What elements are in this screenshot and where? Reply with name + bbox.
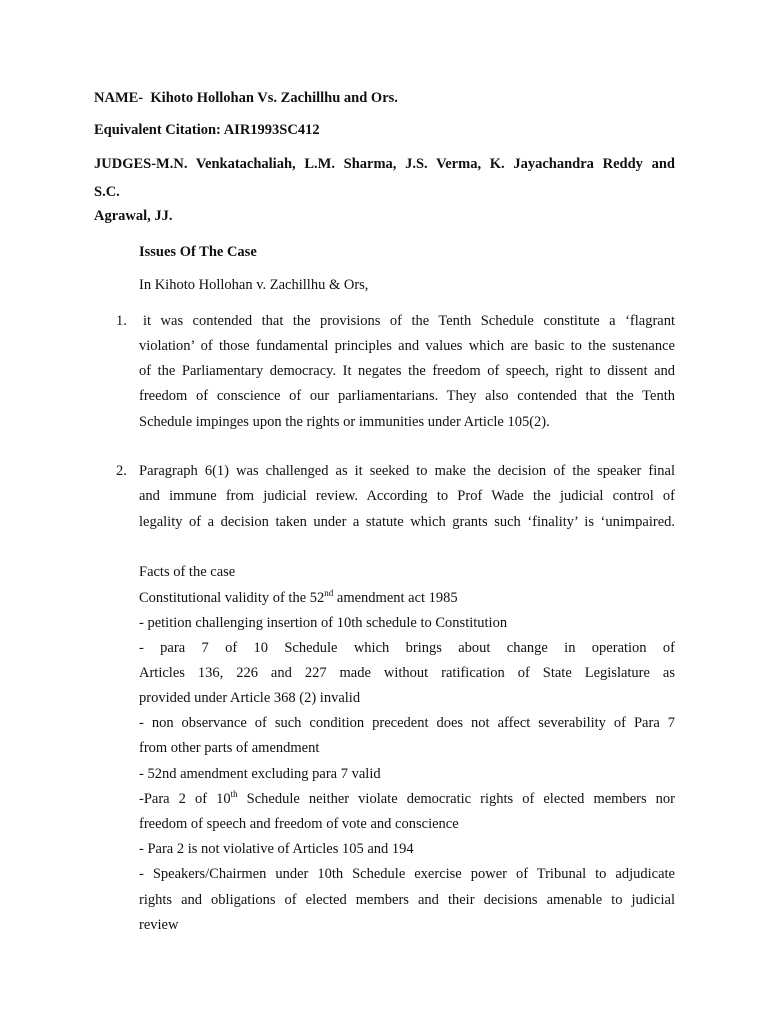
issue-1-line-1: it was contended that the provisions of the Tenth Schedule constitute a ‘flagrant (143, 313, 675, 329)
facts-point-7-line-2: rights and obligations of elected members and their decisions amenable to judicial (139, 892, 675, 908)
facts-validity-post: amendment act 1985 (333, 590, 458, 606)
facts-point-2-line-2: Articles 136, 226 and 227 made without ratification of State Legislature as (139, 665, 675, 681)
name-label: NAME- (94, 90, 144, 106)
facts-point-2-line-1: - para 7 of 10 Schedule which brings about change in operation of (139, 640, 675, 656)
issue-1-line-4: freedom of conscience of our parliamentarians. They also contended that the Tenth (139, 388, 675, 404)
facts-point-7-line-1: - Speakers/Chairmen under 10th Schedule exercise power of Tribunal to adjudicate (139, 866, 675, 882)
issues-heading: Issues Of The Case (139, 244, 257, 260)
facts-point-3-line-2: from other parts of amendment (139, 740, 320, 756)
issue-2-marker: 2. (116, 463, 127, 479)
issue-1-line-3: of the Parliamentary democracy. It negates the freedom of speech, right to dissent and (139, 363, 675, 379)
facts-point-3-line-1: - non observance of such condition precedent does not affect severability of Para 7 (139, 715, 675, 731)
facts-validity (139, 589, 458, 607)
judges-line-1: JUDGES-M.N. Venkatachaliah, L.M. Sharma, J.S. Verma, K. Jayachandra Reddy and (94, 156, 675, 172)
facts-point-6: - Para 2 is not violative of Articles 105 and 194 (139, 841, 414, 857)
case-name: Kihoto Hollohan Vs. Zachillhu and Ors. (150, 90, 398, 106)
facts-point-5-line-2: freedom of speech and freedom of vote and conscience (139, 816, 459, 832)
case-name-line (94, 89, 398, 107)
facts-point-5-line-1 (139, 790, 675, 808)
issue-1-line-5: Schedule impinges upon the rights or immunities under Article 105(2). (139, 414, 550, 430)
judges-line-2: S.C. (94, 184, 120, 200)
issue-2-line-1: Paragraph 6(1) was challenged as it seeked to make the decision of the speaker final (139, 463, 675, 479)
facts-point-5-sup: th (230, 789, 238, 799)
facts-point-4: - 52nd amendment excluding para 7 valid (139, 766, 381, 782)
facts-heading: Facts of the case (139, 564, 236, 580)
issue-1-line-2: violation’ of those fundamental principles and values which are basic to the sustenance (139, 338, 675, 354)
judges-line-3: Agrawal, JJ. (94, 208, 173, 224)
issue-2-line-3: legality of a decision taken under a statute which grants such ‘finality’ is ‘unimpaired. (139, 514, 675, 530)
issue-1-marker: 1. (116, 313, 127, 329)
issue-2-line-2: and immune from judicial review. According to Prof Wade the judicial control of (139, 488, 675, 504)
issues-intro: In Kihoto Hollohan v. Zachillhu & Ors, (139, 277, 369, 293)
facts-validity-sup: nd (324, 588, 334, 598)
facts-point-5-pre: -Para 2 of 10 (139, 791, 231, 807)
facts-validity-pre: Constitutional validity of the 52 (139, 590, 325, 606)
citation: Equivalent Citation: AIR1993SC412 (94, 122, 320, 138)
facts-point-7-line-3: review (139, 917, 179, 933)
facts-point-2-line-3: provided under Article 368 (2) invalid (139, 690, 361, 706)
facts-point-5-post: Schedule neither violate democratic rights of elected members nor (237, 791, 675, 807)
facts-point-1: - petition challenging insertion of 10th schedule to Constitution (139, 615, 508, 631)
